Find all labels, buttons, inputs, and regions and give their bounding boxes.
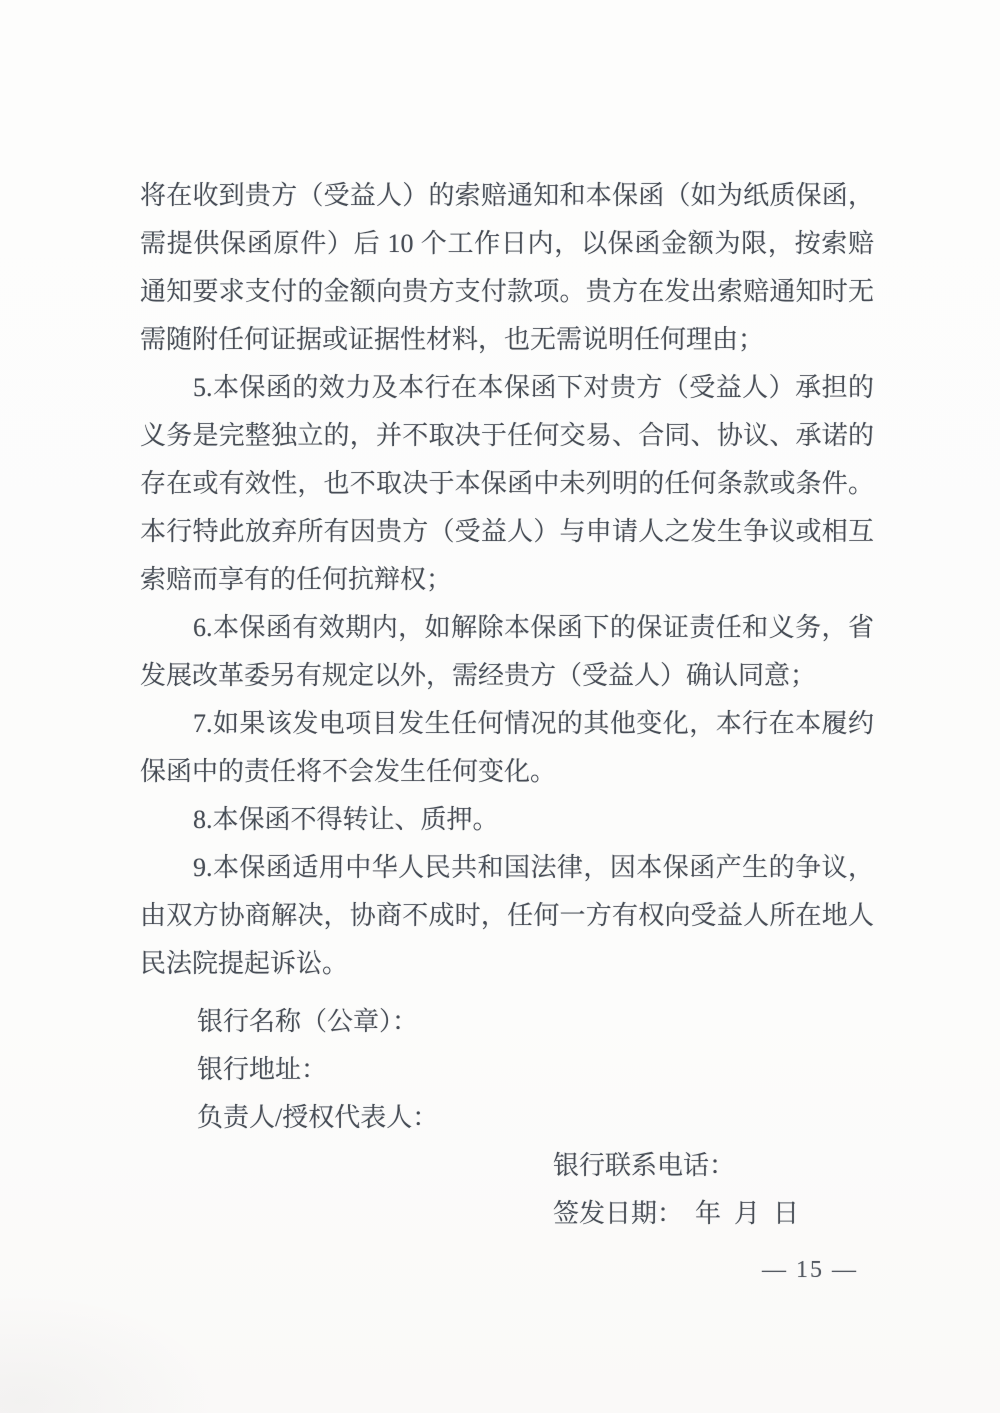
text-line: 8.本保函不得转让、质押。	[193, 805, 499, 834]
text-line: 将在收到贵方（受益人）的索赔通知和本保函（如为纸质保函，	[140, 181, 874, 210]
text-line: 5.本保函的效力及本行在本保函下对贵方（受益人）承担的	[193, 373, 874, 402]
text-line: 保函中的责任将不会发生任何变化。	[140, 757, 557, 786]
page-number: — 15 —	[762, 1257, 858, 1283]
representative-line: 负责人/授权代表人：	[197, 1103, 439, 1132]
text-line: 通知要求支付的金额向贵方支付款项。贵方在发出索赔通知时无	[140, 277, 874, 306]
paragraph-continuation	[140, 172, 874, 364]
text-line: 义务是完整独立的，并不取决于任何交易、合同、协议、承诺的	[140, 421, 874, 450]
issue-date-label: 签发日期：	[553, 1199, 684, 1228]
text-line: 由双方协商解决，协商不成时，任何一方有权向受益人所在地人	[140, 901, 874, 930]
text-line: 民法院提起诉讼。	[140, 949, 349, 978]
text-line: 索赔而享有的任何抗辩权；	[140, 565, 453, 594]
document-body	[140, 172, 874, 1238]
contact-phone-line: 银行联系电话：	[553, 1151, 736, 1180]
text-line: 发展改革委另有规定以外，需经贵方（受益人）确认同意；	[140, 661, 817, 690]
text-line: 需提供保函原件）后 10 个工作日内，以保函金额为限，按索赔	[140, 229, 874, 258]
bank-name-line: 银行名称（公章）：	[197, 1007, 419, 1036]
text-line: 6.本保函有效期内，如解除本保函下的保证责任和义务，省	[193, 613, 874, 642]
bank-address-line: 银行地址：	[197, 1055, 328, 1084]
issue-date-blanks: 年 月 日	[695, 1199, 800, 1228]
paragraph-clause-6	[140, 604, 874, 700]
text-line: 存在或有效性，也不取决于本保函中未列明的任何条款或条件。	[140, 469, 874, 498]
text-line: 7.如果该发电项目发生任何情况的其他变化，本行在本履约	[193, 709, 874, 738]
text-line: 9.本保函适用中华人民共和国法律，因本保函产生的争议，	[193, 853, 874, 882]
signature-block	[140, 998, 874, 1238]
text-line: 需随附任何证据或证据性材料，也无需说明任何理由；	[140, 325, 765, 354]
paragraph-clause-5	[140, 364, 874, 604]
paragraph-clause-9	[140, 844, 874, 988]
text-line: 本行特此放弃所有因贵方（受益人）与申请人之发生争议或相互	[140, 517, 874, 546]
issue-date-line	[140, 1190, 874, 1238]
paragraph-clause-7	[140, 700, 874, 796]
paragraph-clause-8	[140, 796, 874, 844]
